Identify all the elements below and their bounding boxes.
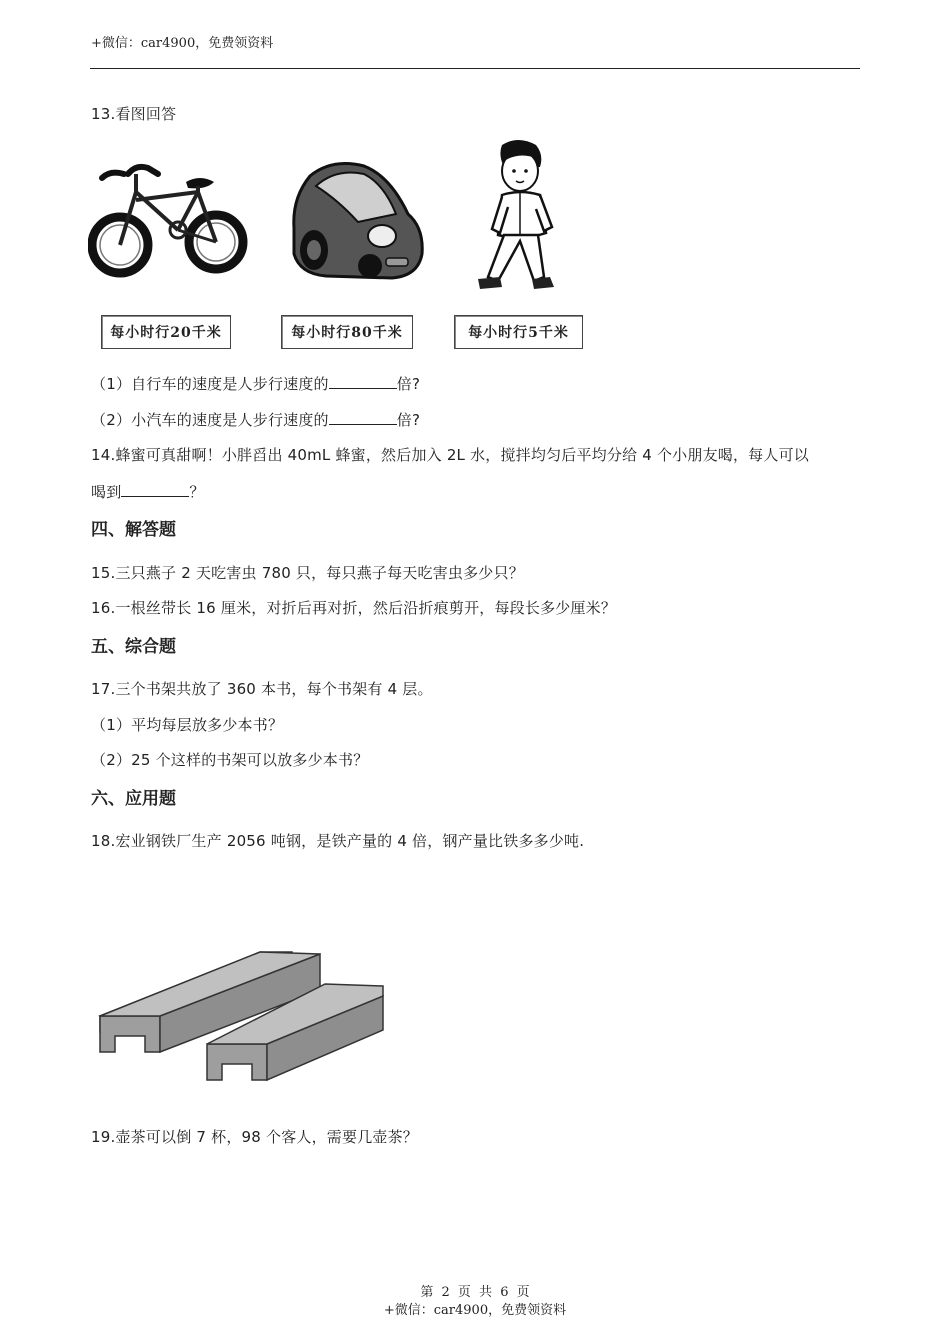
section-4-title: 四、解答题 [91,520,176,540]
q13-sub1-suffix: 倍? [396,375,421,393]
q17-sub2: （2）25 个这样的书架可以放多少本书？ [91,751,369,769]
section-6-title: 六、应用题 [91,789,176,809]
q14-line1: 14.蜂蜜可真甜啊！小胖舀出 40mL 蜂蜜，然后加入 2L 水，搅拌均匀后平均分给 4 个小朋友喝，每人可以 [91,446,809,464]
q17-text: 17.三个书架共放了 360 本书，每个书架有 4 层。 [91,680,433,698]
section-5-title: 五、综合题 [91,637,176,657]
q13-title: 13.看图回答 [91,105,177,123]
q13-sub2-text: （2）小汽车的速度是人步行速度的 [91,411,329,429]
car-icon [286,158,428,283]
answer-blank[interactable] [121,482,189,497]
footer-watermark: +微信：car4900，免费领资料 [383,1303,567,1318]
bicycle-icon [88,160,248,285]
header-divider [90,68,860,69]
q15-text: 15.三只燕子 2 天吃害虫 780 只，每只燕子每天吃害虫多少只？ [91,564,524,582]
q14-line2-text: 喝到 [91,483,122,501]
q19-text: 19.壶茶可以倒 7 杯，98 个客人，需要几壶茶？ [91,1128,418,1146]
answer-blank[interactable] [329,410,397,425]
walking-boy-icon [474,137,564,299]
page-number: 第 2 页 共 6 页 [420,1285,530,1300]
answer-blank[interactable] [329,374,397,389]
q16-text: 16.一根丝带长 16 厘米，对折后再对折，然后沿折痕剪开，每段长多少厘米？ [91,599,617,617]
q13-sub2 [91,409,420,430]
header-watermark: +微信：car4900，免费领资料 [91,36,274,51]
walker-speed-label: 每小时行5千米 [454,315,583,349]
q13-sub1 [91,373,420,394]
q18-text: 18.宏业钢铁厂生产 2056 吨钢，是铁产量的 4 倍，钢产量比铁多多少吨. [91,832,585,850]
q13-sub1-text: （1）自行车的速度是人步行速度的 [91,375,329,393]
car-speed-label: 每小时行80千米 [281,315,413,349]
steel-beam-icon [95,950,390,1085]
q17-sub1: （1）平均每层放多少本书？ [91,716,284,734]
q13-sub2-suffix: 倍? [396,411,421,429]
q14-line2 [91,481,205,502]
bicycle-speed-label: 每小时行20千米 [101,315,231,349]
q14-line2-suffix: ？ [189,483,205,501]
